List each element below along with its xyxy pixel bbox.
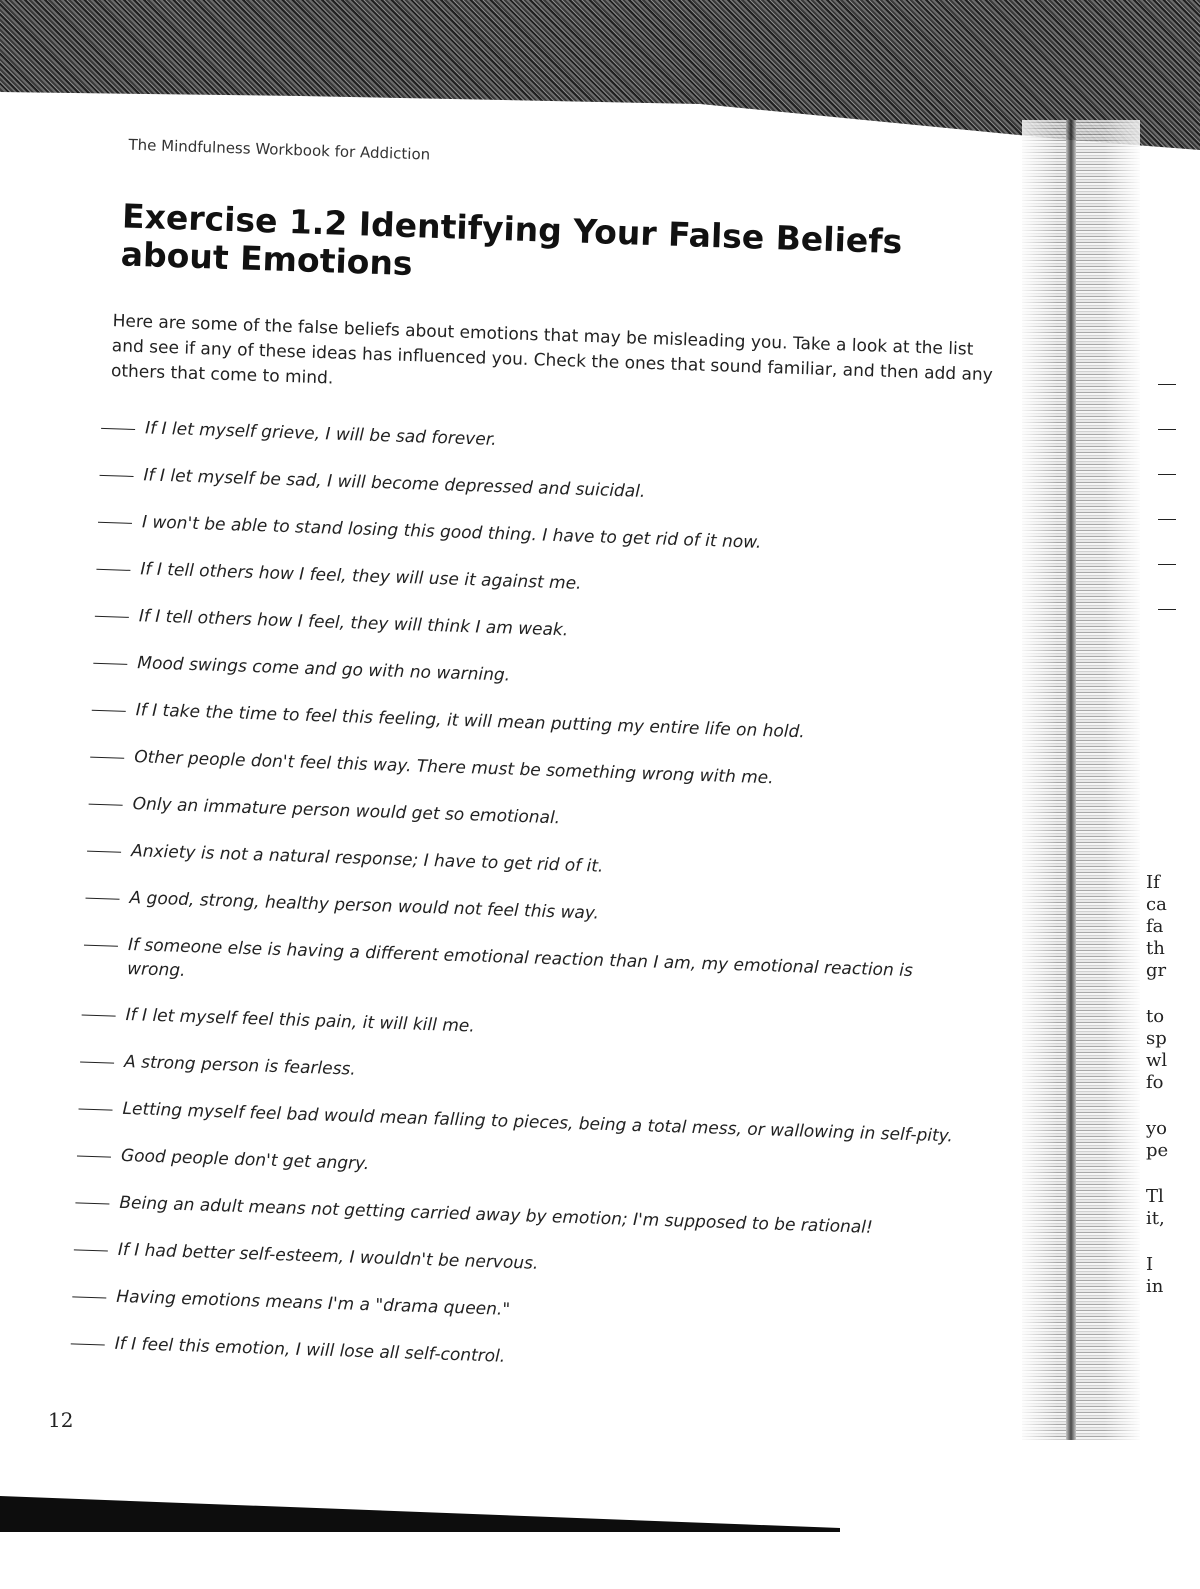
dash-mark [1158,475,1176,520]
facing-page-line: it, [1146,1208,1165,1229]
running-head: The Mindfulness Workbook for Addiction [128,135,431,164]
facing-page-line: I [1146,1254,1154,1275]
facing-page-line: in [1146,1276,1164,1297]
facing-page-line: yo [1146,1118,1168,1139]
check-blank[interactable] [86,885,120,900]
facing-page-line: sp [1146,1028,1167,1049]
check-blank[interactable] [98,509,132,524]
belief-text: If I let myself feel this pain, it will kill me. [125,1004,476,1037]
check-blank[interactable] [95,603,129,618]
belief-text: Only an immature person would get so emotional. [132,794,561,829]
facing-page-line: th [1146,938,1165,959]
facing-page-line: to [1146,1006,1165,1027]
check-blank[interactable] [90,744,124,759]
check-blank[interactable] [77,1142,111,1157]
check-blank[interactable] [96,556,130,571]
check-blank[interactable] [79,1095,113,1110]
check-blank[interactable] [92,697,126,712]
belief-text: If I feel this emotion, I will lose all self-control. [114,1333,506,1367]
check-blank[interactable] [100,462,134,477]
check-blank[interactable] [72,1283,106,1298]
belief-text: If I let myself be sad, I will become depressed and suicidal. [143,465,646,502]
check-blank[interactable] [101,415,135,430]
check-blank[interactable] [80,1049,114,1064]
check-blank[interactable] [89,791,123,806]
belief-checklist [70,415,981,1407]
check-blank[interactable] [84,932,118,947]
belief-text: If I had better self-esteem, I wouldn't be nervous. [117,1239,539,1274]
check-blank[interactable] [82,1002,116,1017]
belief-text: Mood swings come and go with no warning. [137,653,511,686]
belief-text: I won't be able to stand losing this good thing. I have to get rid of it now. [141,512,762,553]
facing-page-line: fa [1146,916,1164,937]
check-blank[interactable] [74,1236,108,1251]
dash-mark [1158,385,1176,430]
intro-paragraph: Here are some of the false beliefs about emotions that may be misleading you. Take a look at the list and see if any of these ideas has influenced you. Check the ones that sound familiar, and then add any others that come to mind. [110,311,994,389]
belief-text: If I tell others how I feel, they will use it against me. [140,559,582,594]
dash-mark [1158,520,1176,565]
belief-text: If I let myself grieve, I will be sad forever. [144,418,497,450]
facing-page-line: ca [1146,894,1167,915]
page-number: 12 [48,1408,74,1432]
facing-page-line: gr [1146,960,1167,981]
right-page-dashes [1158,340,1188,610]
facing-page-line: wl [1146,1050,1168,1071]
facing-page-line: If [1146,872,1160,893]
belief-text: A good, strong, healthy person would not feel this way. [129,888,600,924]
check-blank[interactable] [87,838,121,853]
belief-text: Letting myself feel bad would mean falling to pieces, being a total mess, or wallowing in self-pity. [122,1098,954,1147]
dash-mark [1158,430,1176,475]
belief-text: If I tell others how I feel, they will think I am weak. [138,606,569,641]
facing-page-line: fo [1146,1072,1164,1093]
check-blank[interactable] [71,1330,105,1345]
check-blank[interactable] [75,1189,109,1204]
belief-text: A strong person is fearless. [123,1051,357,1080]
belief-text: Having emotions means I'm a "drama queen." [115,1286,511,1320]
dash-mark [1158,565,1176,610]
belief-text: If someone else is having a different emotional reaction than I am, my emotional reaction is wrong. [126,935,914,982]
belief-text: Being an adult means not getting carried away by emotion; I'm supposed to be rational! [119,1192,874,1238]
dash-mark [1158,340,1176,385]
facing-page-fragments [1146,872,1200,1298]
facing-page-line: pe [1146,1140,1169,1161]
belief-text: If I take the time to feel this feeling, it will mean putting my entire life on hold. [135,700,806,743]
facing-page-line: Tl [1146,1186,1164,1207]
belief-text: Good people don't get angry. [120,1145,370,1175]
exercise-title: Exercise 1.2 Identifying Your False Beliefs about Emotions [120,196,903,284]
check-blank[interactable] [93,650,127,665]
belief-text: Other people don't feel this way. There must be something wrong with me. [133,747,774,789]
belief-text: Anxiety is not a natural response; I have to get rid of it. [130,841,604,877]
